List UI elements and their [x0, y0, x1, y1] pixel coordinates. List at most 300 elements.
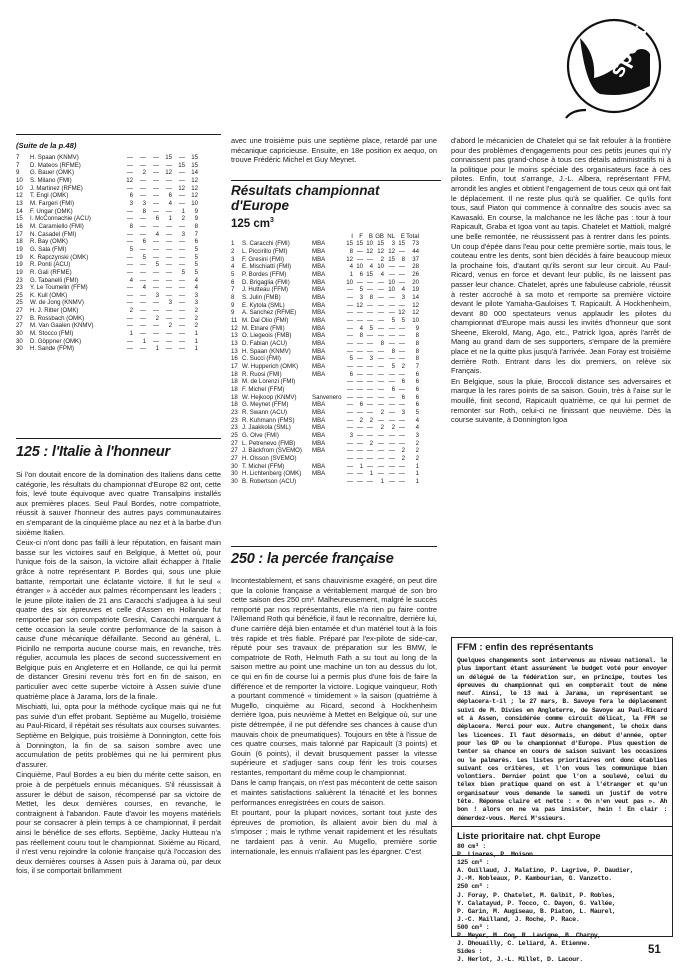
- table-cell: 2: [401, 362, 405, 370]
- table-row: [231, 256, 419, 264]
- table-cell: —: [139, 330, 146, 338]
- table-cell: 1: [194, 337, 198, 345]
- table-cell: 25: [231, 431, 238, 439]
- table-cell: —: [398, 439, 405, 447]
- table-cell: —: [152, 161, 159, 169]
- table-cell: —: [398, 355, 405, 363]
- table-cell: I. McConnachie (ACU): [30, 215, 91, 223]
- table-cell: 14: [16, 207, 23, 215]
- table-cell: MBA: [312, 286, 326, 294]
- paragraph: d'abord le mécanicien de Chatelet qui se fait refouler à la frontière pour des problèmes d'engagements pour ces petits jeunes qui n'y connaissent pas grand-chose à tous ces détails administratifs ni à la politique pour le moins spéciale des organisateurs face à ces pilotes. Enfin, tout s'arrange, J.-L. Albera, représentant FFM, arrondit les angles et obtient l'engagement de tous ceux qui ont fait le déplacement. Il ne reste plus qu'à se qualifier. Ce qu'ils font tous, sauf Piaton qui commence à connaître des soucis avec sa Kawasaki. En course, la malchance ne les lâche pas : tour à tour Rapicault, Graba et Igoa vont au tapis. Chatelet et Mattioli, malgré une belle remontée, ne réussissent pas à rentrer dans les points. Un coup d'épée dans l'eau pour cette première sortie, mais tous, le couteau entre les dents, sont bien décidés à faire beaucoup mieux la prochaine fois, d'autant qu'ils seront sur leur circuit. Au Paul-Ricard, venus en force et devant leur public, ils ne laissent pas passer leur chance. Chatelet, après une fabuleuse cabriole, réussit à rester accroché à sa moto et remporte sa première victoire devant le pilote Yamaha-Gauloises T. Rapicault. À Hockhenheim, devant 80 000 spectateurs venus applaudir les pilotes du championnat d'Europe mais aussi les invités d'honneur que sont Sheene, Ekerold, Mang, Ago, etc., Patrick Igoa, après l'arrêt de Mang au grand dam de ses supporters, s'empare de la première place et ne la quitte plus jusqu'à l'arrivée. Jean Foray est troisième derrière Roth. Entrant dans les dix premiers, on relève six Français.: [451, 136, 671, 376]
- table-cell: 10: [366, 240, 373, 248]
- table-cell: —: [356, 385, 363, 393]
- table-cell: 8: [415, 340, 419, 348]
- table-cell: 5: [415, 408, 419, 416]
- paragraph: Cinquième, Paul Bordes a eu bien du mérite cette saison, en proie à de perpétuels ennuis mécaniques. S'il réussissait à assurer le début de saison, récompensé par sa victoire de Mettet, les deux dernières courses, en revanche, le contraignent à l'abandon. Faute d'avoir les moyens matériels pour se consacrer à plein temps à ce championnat, il perdait ainsi le bénéfice de ses efforts. Septième, Jacky Hutteau n'a pas réellement couru tout le championnat. Sixième au Ricard, il n'est venu rejoindre la colonie française qu'à l'occasion des deux dernières courses à Assen puis à Jarama où, par deux fois, il se comportait brillamment: [16, 770, 221, 876]
- table-cell: 6: [415, 370, 419, 378]
- table-cell: O. Liegeois (FMB): [242, 332, 292, 340]
- table-cell: M. Fargeri (FMI): [30, 199, 75, 207]
- table-cell: —: [346, 378, 353, 386]
- table-cell: —: [388, 271, 395, 279]
- table-cell: 30: [16, 330, 23, 338]
- table-row: [16, 269, 198, 277]
- table-cell: F. Gresini (FMI): [242, 255, 284, 263]
- table-row: [16, 231, 198, 239]
- table-cell: 11: [231, 317, 238, 325]
- table-row: [231, 440, 419, 448]
- table-cell: R. Ponti (ACU): [30, 261, 71, 269]
- table-cell: 5: [391, 362, 395, 370]
- table-cell: —: [356, 424, 363, 432]
- table-cell: MBA: [312, 240, 326, 248]
- table-cell: G. Meynet (FFM): [242, 401, 289, 409]
- table-cell: 6: [349, 370, 353, 378]
- table-cell: 23: [16, 284, 23, 292]
- table-cell: MBA: [312, 462, 326, 470]
- table-cell: 3: [349, 431, 353, 439]
- table-cell: —: [178, 222, 185, 230]
- table-cell: 8: [142, 207, 146, 215]
- table-cell: —: [346, 408, 353, 416]
- table-cell: 9: [231, 309, 235, 317]
- table-cell: —: [178, 291, 185, 299]
- table-cell: 1: [194, 330, 198, 338]
- table-cell: —: [178, 337, 185, 345]
- table-cell: MBA: [312, 370, 326, 378]
- table-cell: D. Mateos (RFME): [30, 161, 81, 169]
- priority-line: 500 cm³ :: [457, 923, 490, 931]
- table-cell: 10: [191, 199, 198, 207]
- results-title: Résultats championnat d'Europe: [231, 183, 380, 213]
- table-cell: 12: [398, 309, 405, 317]
- table-row: [231, 371, 419, 379]
- table-cell: —: [165, 345, 172, 353]
- table-cell: —: [356, 378, 363, 386]
- table-row: [16, 299, 198, 307]
- table-cell: MBA: [312, 294, 326, 302]
- table-cell: 5: [349, 355, 353, 363]
- table-cell: 6: [401, 378, 405, 386]
- table-cell: H. Olsson (SVEMO): [242, 454, 297, 462]
- table-cell: 10: [412, 317, 419, 325]
- table-cell: —: [356, 355, 363, 363]
- table-cell: 2: [415, 447, 419, 455]
- table-cell: —: [366, 278, 373, 286]
- table-cell: —: [126, 253, 133, 261]
- table-cell: —: [388, 470, 395, 478]
- table-cell: Y. Le Toumelin (FFM): [30, 284, 88, 292]
- table-cell: 10: [16, 176, 23, 184]
- table-cell: 15: [191, 161, 198, 169]
- table-cell: —: [366, 401, 373, 409]
- table-cell: —: [356, 439, 363, 447]
- table-cell: —: [126, 215, 133, 223]
- table-cell: 1: [168, 215, 172, 223]
- table-cell: 1: [415, 477, 419, 485]
- table-cell: —: [126, 322, 133, 330]
- table-cell: —: [346, 393, 353, 401]
- table-cell: 12: [191, 184, 198, 192]
- table-cell: 1: [155, 345, 159, 353]
- table-cell: 12: [191, 192, 198, 200]
- section-heading-125: 125 : l'Italie à l'honneur: [16, 444, 170, 460]
- table-cell: —: [398, 385, 405, 393]
- table-cell: —: [356, 309, 363, 317]
- table-cell: 5: [369, 324, 373, 332]
- table-cell: 15: [346, 240, 353, 248]
- table-cell: —: [126, 184, 133, 192]
- table-cell: MBA: [312, 248, 326, 256]
- table-cell: —: [152, 307, 159, 315]
- table-cell: 3: [155, 291, 159, 299]
- table-cell: —: [366, 347, 373, 355]
- ffm-box: [451, 637, 673, 856]
- table-cell: S. Julin (FMB): [242, 294, 281, 302]
- table-cell: 1: [129, 330, 133, 338]
- table-cell: H. Spaan (KNMV): [30, 154, 79, 161]
- table-cell: —: [139, 291, 146, 299]
- table-cell: —: [356, 477, 363, 485]
- table-row: [231, 317, 419, 325]
- table-cell: 28: [412, 263, 419, 271]
- table-cell: —: [126, 161, 133, 169]
- table-cell: 2: [369, 416, 373, 424]
- table-row: [231, 271, 419, 279]
- table-cell: 2: [168, 322, 172, 330]
- table-cell: 23: [16, 276, 23, 284]
- table-cell: M. Etnare (FMI): [242, 324, 285, 332]
- table-cell: —: [356, 278, 363, 286]
- table-cell: —: [377, 370, 384, 378]
- table-cell: 16: [231, 355, 238, 363]
- table-cell: 6: [194, 238, 198, 246]
- table-cell: 4: [194, 276, 198, 284]
- table-cell: —: [377, 278, 384, 286]
- table-row: [16, 215, 198, 223]
- table-cell: 19: [16, 245, 23, 253]
- table-cell: 6: [415, 378, 419, 386]
- table-cell: 4: [415, 416, 419, 424]
- table-row: [231, 455, 419, 463]
- table-cell: —: [346, 332, 353, 340]
- table-cell: 14: [191, 169, 198, 177]
- table-cell: 2: [194, 307, 198, 315]
- table-row: [16, 254, 198, 262]
- column-header: Total: [406, 232, 419, 240]
- table-cell: 3: [129, 199, 133, 207]
- table-cell: —: [178, 284, 185, 292]
- table-cell: [312, 378, 343, 386]
- priority-line: P. Linares, P. Moison.: [457, 851, 537, 859]
- table-cell: —: [398, 340, 405, 348]
- sport-logo-text: sport: [603, 20, 652, 82]
- table-cell: —: [139, 176, 146, 184]
- table-cell: 37: [412, 255, 419, 263]
- table-cell: —: [139, 307, 146, 315]
- table-cell: 30: [231, 470, 238, 478]
- table-cell: 13: [231, 340, 238, 348]
- table-cell: 3: [142, 199, 146, 207]
- table-cell: 3: [401, 294, 405, 302]
- table-cell: 18: [16, 238, 23, 246]
- table-cell: 1: [194, 345, 198, 353]
- table-row: [16, 200, 198, 208]
- table-cell: 3: [401, 408, 405, 416]
- table-cell: —: [377, 294, 384, 302]
- table-cell: —: [152, 245, 159, 253]
- table-row: [16, 315, 198, 323]
- table-cell: —: [398, 416, 405, 424]
- table-cell: 4: [380, 271, 384, 279]
- table-cell: 27: [231, 439, 238, 447]
- table-cell: 1: [231, 240, 235, 248]
- table-cell: 5: [231, 271, 235, 279]
- table-cell: —: [377, 286, 384, 294]
- table-cell: —: [178, 154, 185, 161]
- column-header: NL: [387, 232, 395, 240]
- table-cell: 1: [415, 462, 419, 470]
- table-cell: 4: [129, 276, 133, 284]
- table-cell: 19: [412, 286, 419, 294]
- table-cell: B. Robertson (ACU): [242, 477, 297, 485]
- table-cell: —: [388, 263, 395, 271]
- table-cell: 5: [129, 245, 133, 253]
- table-cell: —: [165, 314, 172, 322]
- table-cell: 8: [349, 248, 353, 256]
- table-cell: —: [398, 324, 405, 332]
- table-cell: G. Sala (FMI): [30, 245, 67, 253]
- table-cell: —: [398, 248, 405, 256]
- table-cell: 8: [380, 340, 384, 348]
- table-cell: 2: [181, 215, 185, 223]
- table-cell: 2: [401, 454, 405, 462]
- table-cell: —: [398, 462, 405, 470]
- table-row: [231, 248, 419, 256]
- table-cell: MBA: [312, 347, 326, 355]
- table-cell: —: [366, 431, 373, 439]
- table-cell: 15: [388, 255, 395, 263]
- priority-line: J.-M. Nobleaux, P. Kambourian, G. Vanzetto.: [457, 875, 612, 883]
- table-row: [16, 246, 198, 254]
- table-cell: —: [165, 161, 172, 169]
- table-cell: —: [366, 370, 373, 378]
- table-cell: 8: [415, 355, 419, 363]
- priority-list-title: Liste prioritaire nat. chpt Europe: [457, 831, 601, 841]
- table-cell: —: [165, 176, 172, 184]
- table-cell: 8: [231, 294, 235, 302]
- table-cell: —: [126, 345, 133, 353]
- table-cell: —: [152, 222, 159, 230]
- table-cell: 18: [231, 401, 238, 409]
- table-cell: —: [152, 176, 159, 184]
- table-cell: —: [388, 324, 395, 332]
- table-cell: MBA: [312, 317, 326, 325]
- table-cell: —: [356, 340, 363, 348]
- table-cell: —: [178, 245, 185, 253]
- table-cell: —: [152, 207, 159, 215]
- table-cell: —: [139, 322, 146, 330]
- table-cell: —: [165, 253, 172, 261]
- table-cell: J. Martinez (RFME): [30, 184, 83, 192]
- table-cell: —: [377, 439, 384, 447]
- table-cell: 5: [194, 261, 198, 269]
- table-cell: 2: [380, 424, 384, 432]
- table-cell: —: [388, 393, 395, 401]
- table-row: [16, 284, 198, 292]
- continued-standings: [16, 134, 221, 353]
- table-cell: —: [366, 286, 373, 294]
- table-row: [16, 169, 198, 177]
- table-row: [231, 240, 419, 248]
- table-row: [231, 332, 419, 340]
- table-cell: —: [346, 439, 353, 447]
- class-label: 125 cm: [231, 217, 271, 230]
- table-cell: 8: [401, 255, 405, 263]
- table-cell: 12: [16, 192, 23, 200]
- table-cell: —: [152, 330, 159, 338]
- table-cell: D. Fabian (ACU): [242, 340, 288, 348]
- continued-standings-table: [16, 154, 198, 353]
- table-cell: H. Spaan (KNMV): [242, 347, 291, 355]
- table-cell: 2: [155, 314, 159, 322]
- table-cell: 15: [165, 154, 172, 161]
- table-cell: 1: [415, 470, 419, 478]
- table-row: [231, 386, 419, 394]
- table-cell: 18: [231, 370, 238, 378]
- table-cell: —: [165, 261, 172, 269]
- table-cell: R. Swann (ACU): [242, 408, 288, 416]
- table-cell: A. Sanchez (RFME): [242, 309, 297, 317]
- table-cell: 44: [412, 248, 419, 256]
- table-cell: Sanvenero: [312, 393, 342, 401]
- table-cell: —: [398, 263, 405, 271]
- table-cell: N. Casadel (FMI): [30, 230, 77, 238]
- table-cell: 14: [412, 294, 419, 302]
- table-cell: MBA: [312, 424, 326, 432]
- table-cell: —: [356, 447, 363, 455]
- table-cell: 20: [412, 278, 419, 286]
- table-cell: [312, 478, 343, 486]
- table-cell: —: [165, 330, 172, 338]
- table-cell: M. Caramiello (FMI): [30, 222, 84, 230]
- table-cell: —: [398, 347, 405, 355]
- column-header: I: [351, 232, 353, 240]
- table-cell: 3: [369, 355, 373, 363]
- table-cell: —: [388, 408, 395, 416]
- page-number: 51: [648, 944, 661, 956]
- table-cell: 1: [142, 337, 146, 345]
- table-cell: —: [377, 385, 384, 393]
- paragraph: avec une troisième puis une septième place, retardé par une mécanique capricieuse. Ensuite, en 18e position ex aequo, on trouve Frédéric Michel et Guy Meynet.: [231, 136, 437, 165]
- table-cell: —: [139, 154, 146, 161]
- table-cell: 19: [16, 268, 23, 276]
- table-cell: —: [398, 278, 405, 286]
- table-cell: —: [377, 301, 384, 309]
- table-cell: 15: [178, 161, 185, 169]
- article-column-2-bottom: [231, 576, 437, 857]
- table-cell: L. Piccirillo (FMI): [242, 248, 288, 256]
- table-cell: 3: [359, 294, 363, 302]
- table-cell: MBA: [312, 362, 326, 370]
- table-cell: 6: [401, 393, 405, 401]
- table-cell: 6: [415, 393, 419, 401]
- table-cell: H. Sande (FPM): [30, 345, 75, 353]
- table-cell: 19: [16, 253, 23, 261]
- table-cell: —: [388, 309, 395, 317]
- table-cell: —: [165, 184, 172, 192]
- table-cell: —: [377, 454, 384, 462]
- column-header: F: [359, 232, 363, 240]
- table-cell: M. de Lorenzi (FMI): [242, 378, 296, 386]
- table-cell: —: [366, 301, 373, 309]
- table-cell: 12: [377, 248, 384, 256]
- paragraph: Dans le camp français, on n'est pas mécontent de cette saison et maintes satisfactions saluèrent la ténacité et les bonnes performances enregistrées en cours de saison.: [231, 778, 437, 807]
- table-cell: —: [388, 401, 395, 409]
- table-cell: —: [356, 431, 363, 439]
- table-cell: 9: [194, 207, 198, 215]
- priority-line: J.-C. Mailland, J. Roche, P. Race.: [457, 915, 580, 923]
- table-cell: —: [126, 299, 133, 307]
- table-cell: T. Michel (FFM): [242, 462, 285, 470]
- continued-title: (Suite de la p.48): [16, 141, 77, 150]
- table-cell: —: [388, 301, 395, 309]
- table-cell: 5: [194, 253, 198, 261]
- table-cell: —: [366, 462, 373, 470]
- table-cell: —: [346, 294, 353, 302]
- table-cell: —: [152, 284, 159, 292]
- table-cell: —: [126, 284, 133, 292]
- table-cell: —: [346, 362, 353, 370]
- table-cell: —: [398, 401, 405, 409]
- table-cell: —: [388, 340, 395, 348]
- priority-line: 80 cm³ :: [457, 843, 486, 850]
- table-cell: 13: [231, 347, 238, 355]
- table-cell: —: [366, 309, 373, 317]
- table-cell: —: [366, 393, 373, 401]
- table-cell: 12: [346, 255, 353, 263]
- table-row: [16, 154, 198, 162]
- table-cell: 5: [359, 286, 363, 294]
- table-cell: —: [377, 355, 384, 363]
- table-cell: —: [152, 199, 159, 207]
- table-cell: —: [152, 322, 159, 330]
- table-cell: W. de Jong (KNMV): [30, 299, 84, 307]
- table-cell: M. Stocco (FMI): [30, 330, 74, 338]
- table-cell: 12: [165, 169, 172, 177]
- table-cell: 16: [16, 222, 23, 230]
- table-cell: 2: [231, 248, 235, 256]
- table-cell: 10: [16, 184, 23, 192]
- table-cell: —: [139, 184, 146, 192]
- table-cell: —: [126, 337, 133, 345]
- table-cell: K. Rapczynski (OMK): [30, 253, 89, 261]
- table-cell: —: [165, 245, 172, 253]
- table-row: [231, 463, 419, 471]
- table-cell: —: [377, 332, 384, 340]
- table-row: [16, 330, 198, 338]
- table-cell: L. Petrenevo (FMB): [242, 439, 296, 447]
- column-header: E: [400, 232, 405, 240]
- table-cell: —: [139, 261, 146, 269]
- table-cell: MBA: [312, 332, 326, 340]
- table-row: [16, 261, 198, 269]
- table-cell: 4: [415, 424, 419, 432]
- table-cell: —: [126, 207, 133, 215]
- table-cell: —: [139, 268, 146, 276]
- table-cell: —: [388, 332, 395, 340]
- table-cell: M. Dal Olio (FMI): [242, 317, 289, 325]
- table-cell: 4: [231, 263, 235, 271]
